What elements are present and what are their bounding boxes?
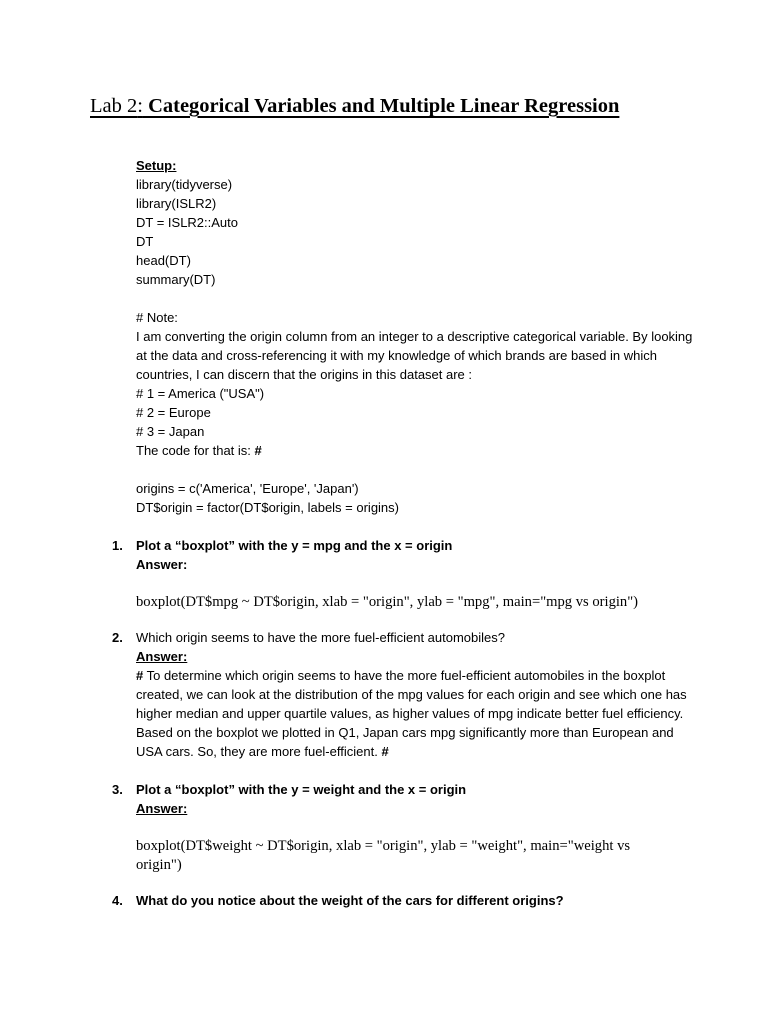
setup-line: DT = ISLR2::Auto	[136, 215, 239, 230]
note-section	[136, 308, 696, 517]
answer-code: boxplot(DT$weight ~ DT$origin, xlab = "origin", ylab = "weight", main="weight vs origin")	[136, 838, 631, 873]
question-2	[112, 628, 696, 761]
origin-mapping-line: # 3 = Japan	[136, 424, 205, 439]
question-text: What do you notice about the weight of the cars for different origins?	[136, 893, 564, 908]
answer-label: Answer:	[136, 801, 188, 816]
code-intro	[136, 441, 696, 460]
setup-heading: Setup:	[136, 158, 177, 173]
answer-label: Answer:	[136, 649, 188, 664]
answer-open-mark: #	[136, 668, 144, 683]
code-intro-text: The code for that is:	[136, 443, 255, 458]
setup-line: DT	[136, 234, 154, 249]
question-4	[112, 891, 696, 910]
origin-mapping-line: # 1 = America ("USA")	[136, 386, 265, 401]
document-body	[112, 156, 696, 910]
title-lab-number: Lab 2	[90, 95, 138, 117]
note-heading: # Note:	[136, 310, 178, 325]
answer-text-part-2: Based on the boxplot we plotted in Q1, Japan cars mpg significantly more than European and USA cars. So, they are more fuel-efficient.	[136, 725, 674, 759]
question-text: Plot a “boxplot” with the y = weight and the x = origin	[136, 782, 467, 797]
question-text: Plot a “boxplot” with the y = mpg and the x = origin	[136, 538, 453, 553]
question-1	[112, 536, 696, 612]
code-line: DT$origin = factor(DT$origin, labels = origins)	[136, 500, 399, 515]
page-title	[90, 92, 619, 120]
answer-text-part-1: To determine which origin seems to have the more fuel-efficient automobiles in the boxplot created, we can look at the distribution of the mpg values for each origin and see which one has higher median and upper quartile values, as higher values of mpg indicate better fuel efficiency.	[136, 668, 687, 721]
question-number: 2.	[112, 630, 123, 645]
setup-line: head(DT)	[136, 253, 191, 268]
title-colon: :	[137, 95, 143, 117]
answer-label: Answer:	[136, 557, 188, 572]
setup-section	[136, 156, 696, 289]
code-line: origins = c('America', 'Europe', 'Japan')	[136, 481, 359, 496]
answer-close-mark: #	[381, 744, 389, 759]
origin-mapping-line: # 2 = Europe	[136, 405, 211, 420]
answer-text-conclusion	[136, 723, 696, 761]
question-text: Which origin seems to have the more fuel-efficient automobiles?	[136, 630, 506, 645]
note-paragraph: I am converting the origin column from an integer to a descriptive categorical variable. By looking at the data and cross-referencing it with my knowledge of which brands are based in which countries, I can discern that the origins in this dataset are :	[136, 329, 693, 382]
setup-line: summary(DT)	[136, 272, 216, 287]
question-number: 4.	[112, 893, 123, 908]
answer-text	[136, 666, 696, 723]
question-number: 3.	[112, 782, 123, 797]
answer-code: boxplot(DT$mpg ~ DT$origin, xlab = "origin", ylab = "mpg", main="mpg vs origin")	[136, 594, 639, 610]
question-number: 1.	[112, 538, 123, 553]
question-3	[112, 780, 696, 875]
setup-line: library(tidyverse)	[136, 177, 233, 192]
code-intro-mark: #	[254, 443, 262, 458]
title-main: Categorical Variables and Multiple Linear Regression	[142, 95, 620, 117]
setup-line: library(ISLR2)	[136, 196, 217, 211]
